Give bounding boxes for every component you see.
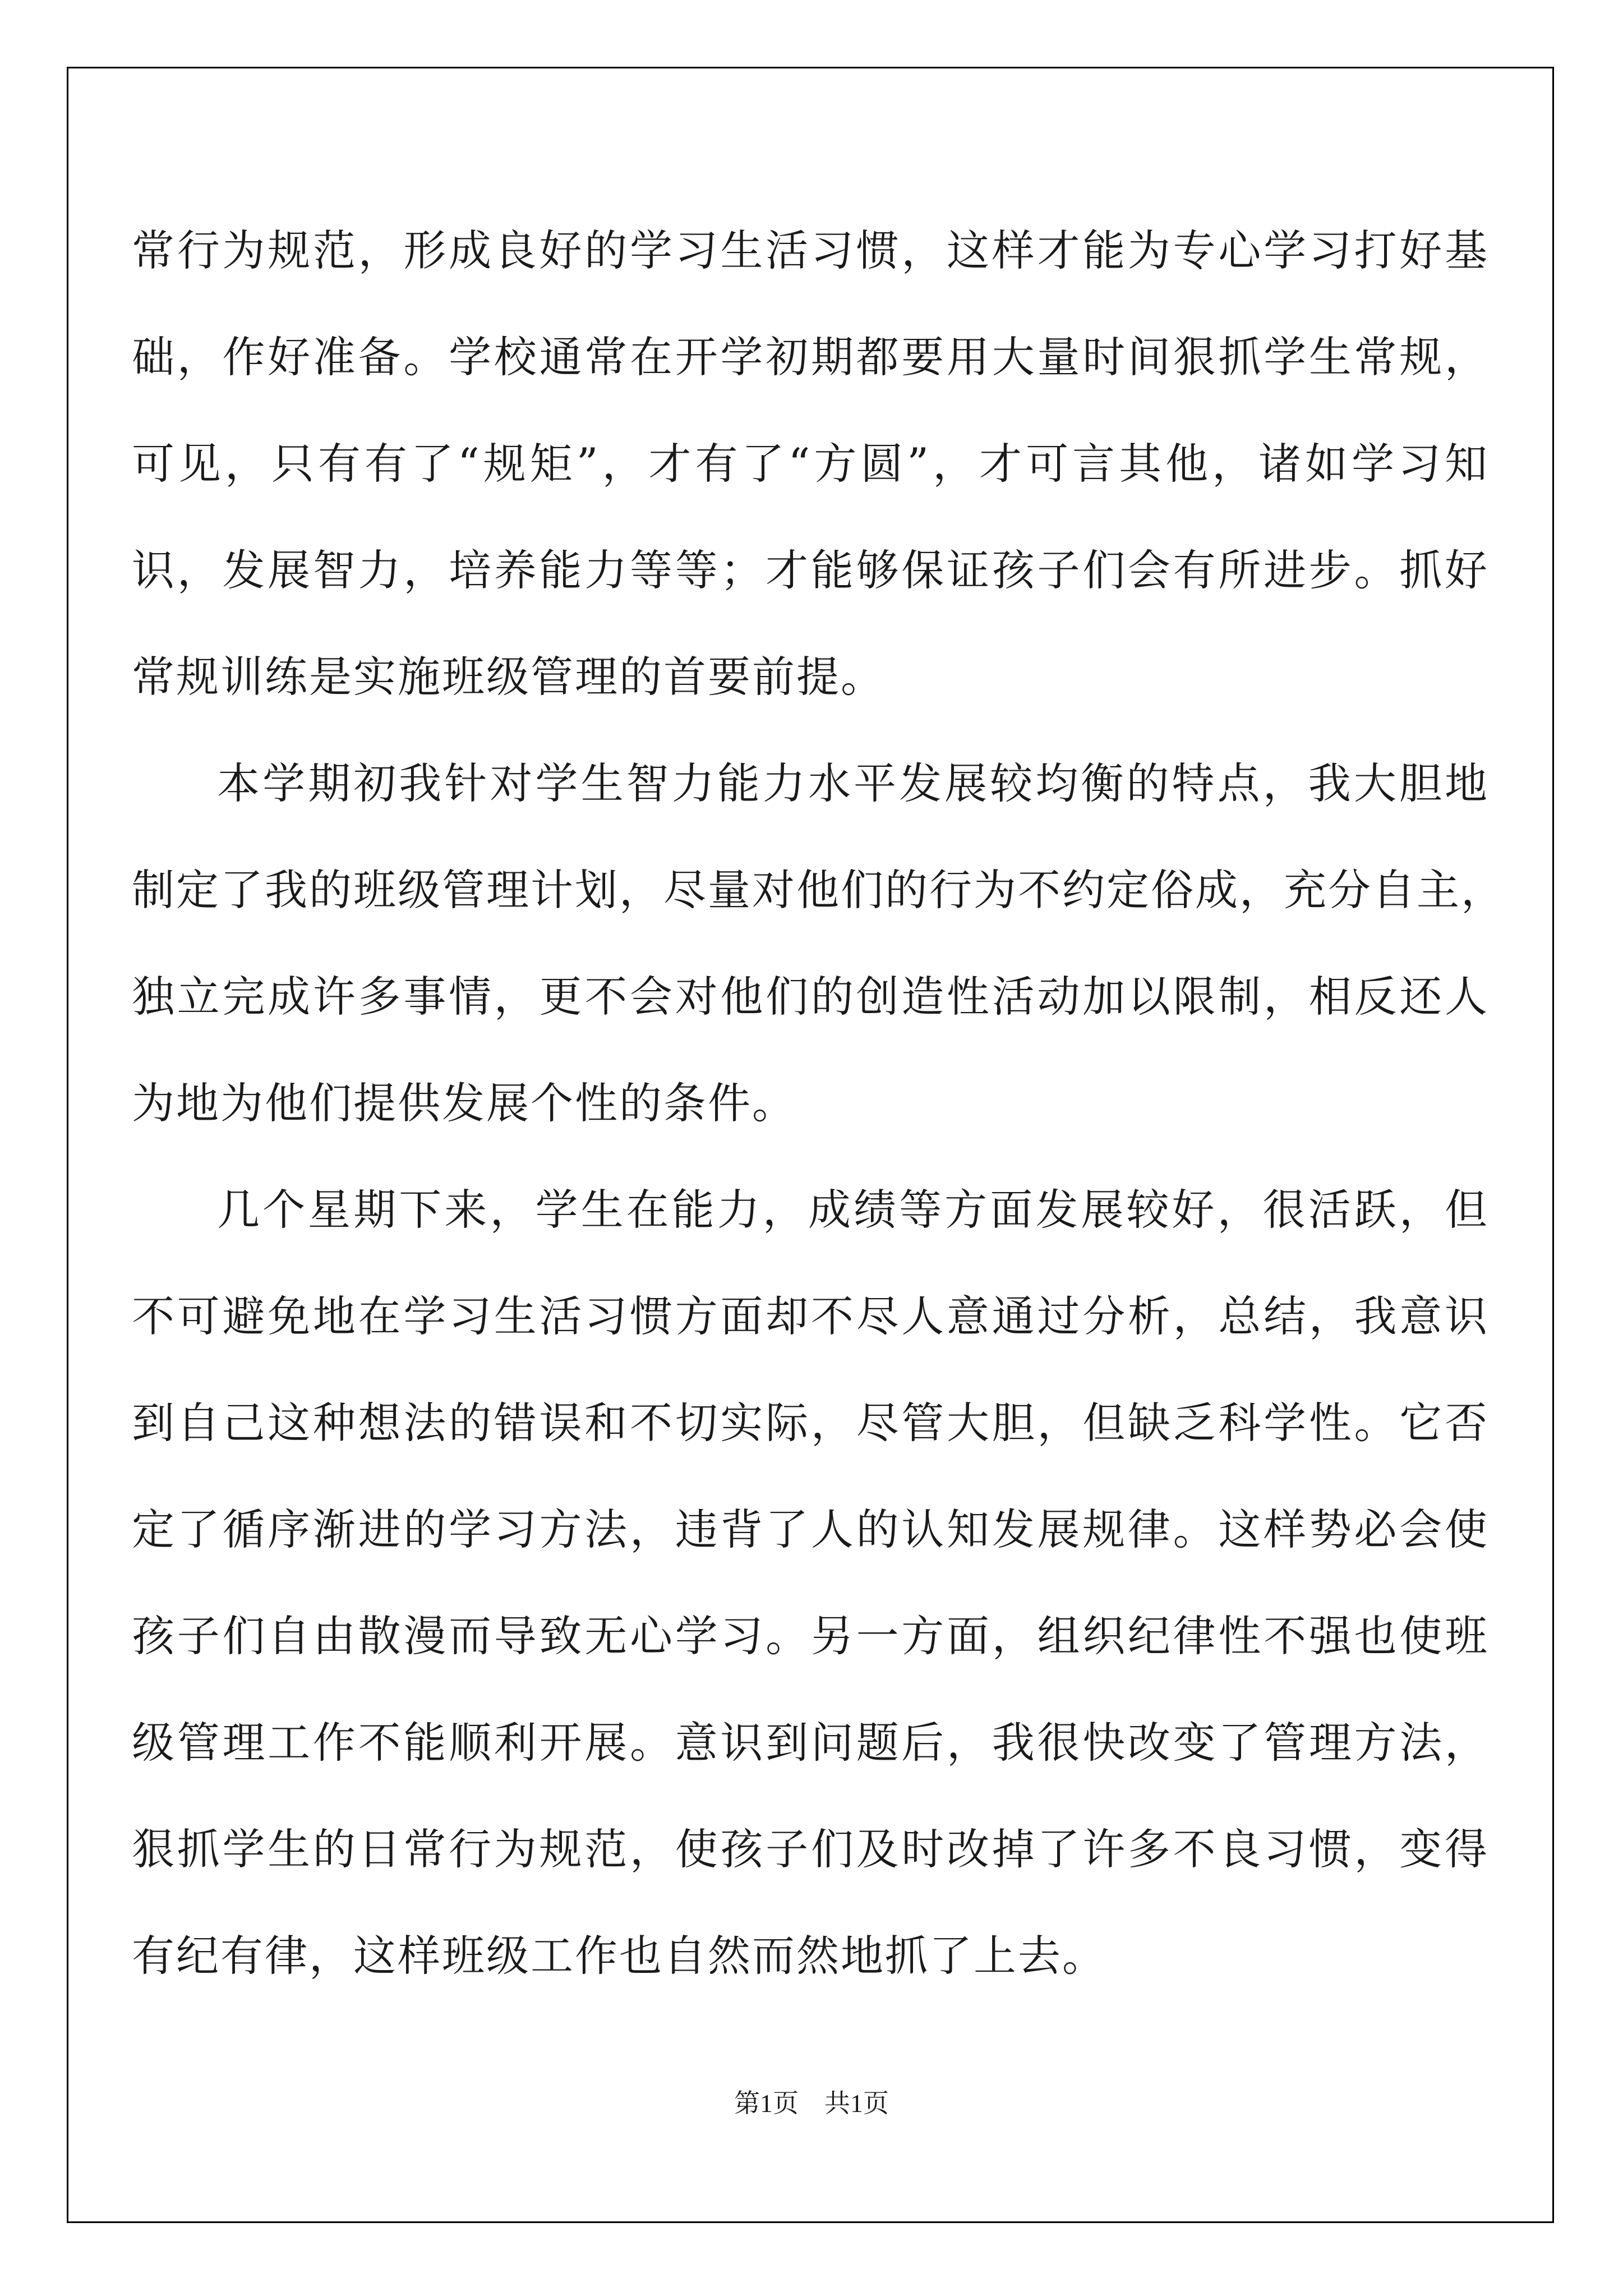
text-line: 到自己这种想法的错误和不切实际，尽管大胆，但缺乏科学性。它否 (132, 1398, 1489, 1448)
text-line: 孩子们自由散漫而导致无心学习。另一方面，组织纪律性不强也使班 (132, 1611, 1489, 1661)
text-line: 狠抓学生的日常行为规范，使孩子们及时改掉了许多不良习惯，变得 (132, 1824, 1489, 1874)
text-line: 独立完成许多事情，更不会对他们的创造性活动加以限制，相反还人 (132, 972, 1489, 1022)
paragraph (132, 197, 1489, 730)
text-line: 级管理工作不能顺利开展。意识到问题后，我很快改变了管理方法， (132, 1718, 1489, 1768)
text-line: 本学期初我针对学生智力能力水平发展较均衡的特点，我大胆地 (217, 758, 1489, 808)
text-line: 不可避免地在学习生活习惯方面却不尽人意通过分析，总结，我意识 (132, 1291, 1489, 1341)
document-body (132, 197, 1505, 2009)
page-footer: 第1页 共1页 (734, 2089, 889, 2118)
text-line: 常行为规范，形成良好的学习生活习惯，这样才能为专心学习打好基 (132, 226, 1489, 275)
text-line: 定了循序渐进的学习方法，违背了人的认知发展规律。这样势必会使 (132, 1504, 1489, 1554)
text-line: 制定了我的班级管理计划，尽量对他们的行为不约定俗成，充分自主， (132, 865, 1505, 915)
text-line: 常规训练是实施班级管理的首要前提。 (132, 652, 885, 702)
text-line: 几个星期下来，学生在能力，成绩等方面发展较好，很活跃，但 (217, 1185, 1489, 1235)
text-line: 础，作好准备。学校通常在开学初期都要用大量时间狠抓学生常规， (132, 332, 1489, 382)
text-line: 识，发展智力，培养能力等等；才能够保证孩子们会有所进步。抓好 (132, 545, 1489, 595)
paragraph (132, 1157, 1489, 2009)
text-line: 可见，只有有了“规矩”，才有了“方圆”，才可言其他，诸如学习知 (132, 439, 1489, 489)
text-line: 有纪有律，这样班级工作也自然而然地抓了上去。 (132, 1931, 1106, 1981)
text-line: 为地为他们提供发展个性的条件。 (132, 1078, 796, 1128)
paragraph (132, 730, 1505, 1157)
